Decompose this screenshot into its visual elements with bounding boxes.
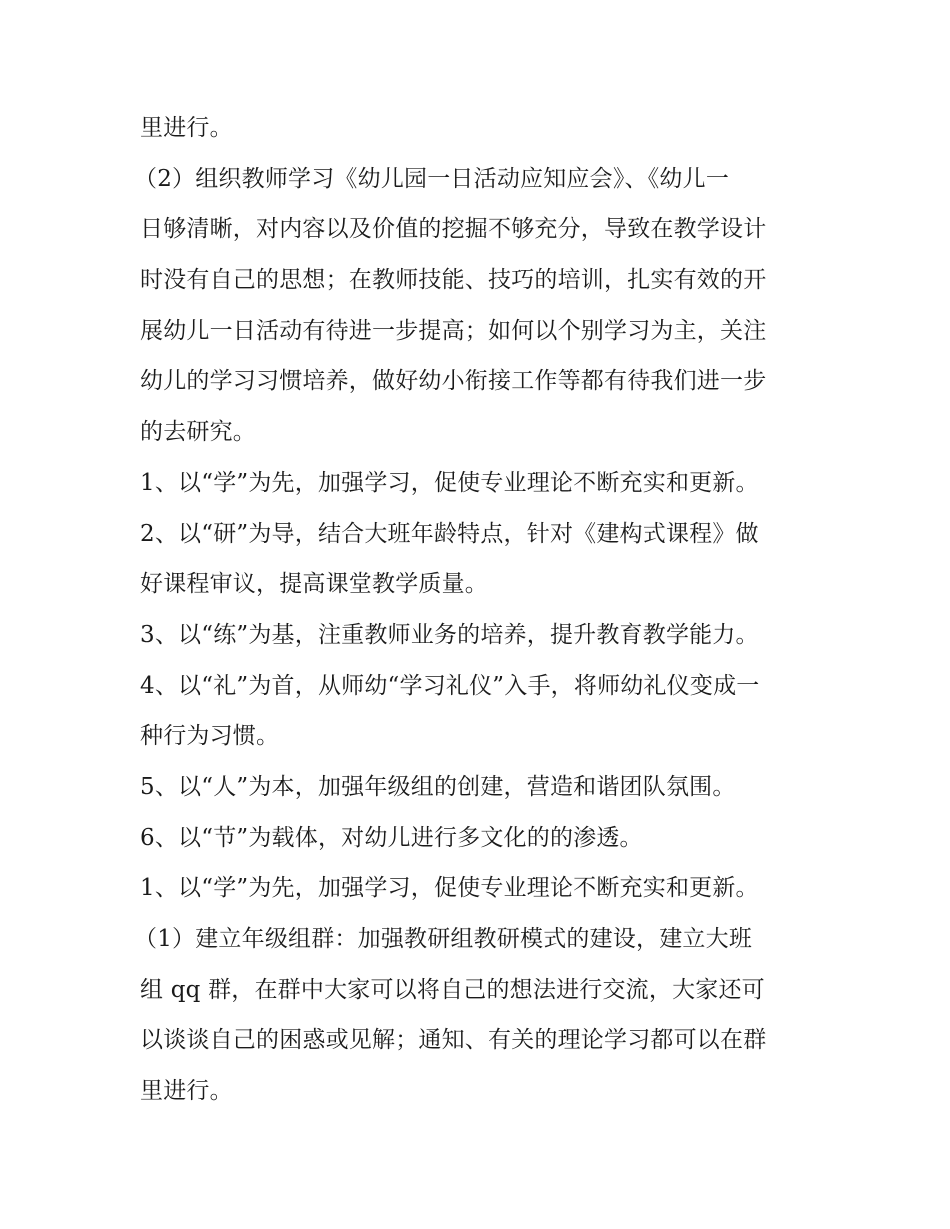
text-line: 幼儿的学习习惯培养，做好幼小衔接工作等都有待我们进一步	[140, 368, 767, 395]
text-line: 里进行。	[140, 115, 233, 141]
text-line: 的去研究。	[140, 419, 256, 446]
list-item: 2、以“研”为导，结合大班年龄特点，针对《建构式课程》做	[140, 520, 759, 547]
text-line: 时没有自己的思想；在教师技能、技巧的培训，扎实有效的开	[140, 267, 767, 294]
list-item: 4、以“礼”为首，从师幼“学习礼仪”入手，将师幼礼仪变成一	[140, 672, 760, 699]
text-line: 里进行。	[140, 1078, 233, 1105]
text-line: （2）组织教师学习《幼儿园一日活动应知应会》、《幼儿一	[134, 165, 730, 192]
list-item: 6、以“节”为载体，对幼儿进行多文化的的渗透。	[140, 824, 643, 851]
document-body	[134, 103, 820, 1117]
list-item: 5、以“人”为本，加强年级组的创建，营造和谐团队氛围。	[140, 773, 736, 800]
list-item: 3、以“练”为基，注重教师业务的培养，提升教育教学能力。	[140, 621, 759, 648]
text-line: （1）建立年级组群：加强教研组教研模式的建设，建立大班	[134, 926, 753, 952]
text-line: 种行为习惯。	[140, 723, 280, 750]
text-line: 组 qq 群，在群中大家可以将自己的想法进行交流，大家还可	[140, 976, 765, 1003]
text-line: 以谈谈自己的困惑或见解；通知、有关的理论学习都可以在群	[140, 1027, 767, 1054]
text-line: 好课程审议，提高课堂教学质量。	[140, 571, 488, 598]
text-line: 日够清晰，对内容以及价值的挖掘不够充分，导致在教学设计	[140, 216, 767, 243]
text-line: 展幼儿一日活动有待进一步提高；如何以个别学习为主，关注	[140, 317, 767, 344]
list-item: 1、以“学”为先，加强学习，促使专业理论不断充实和更新。	[140, 469, 759, 496]
list-item: 1、以“学”为先，加强学习，促使专业理论不断充实和更新。	[140, 875, 759, 902]
